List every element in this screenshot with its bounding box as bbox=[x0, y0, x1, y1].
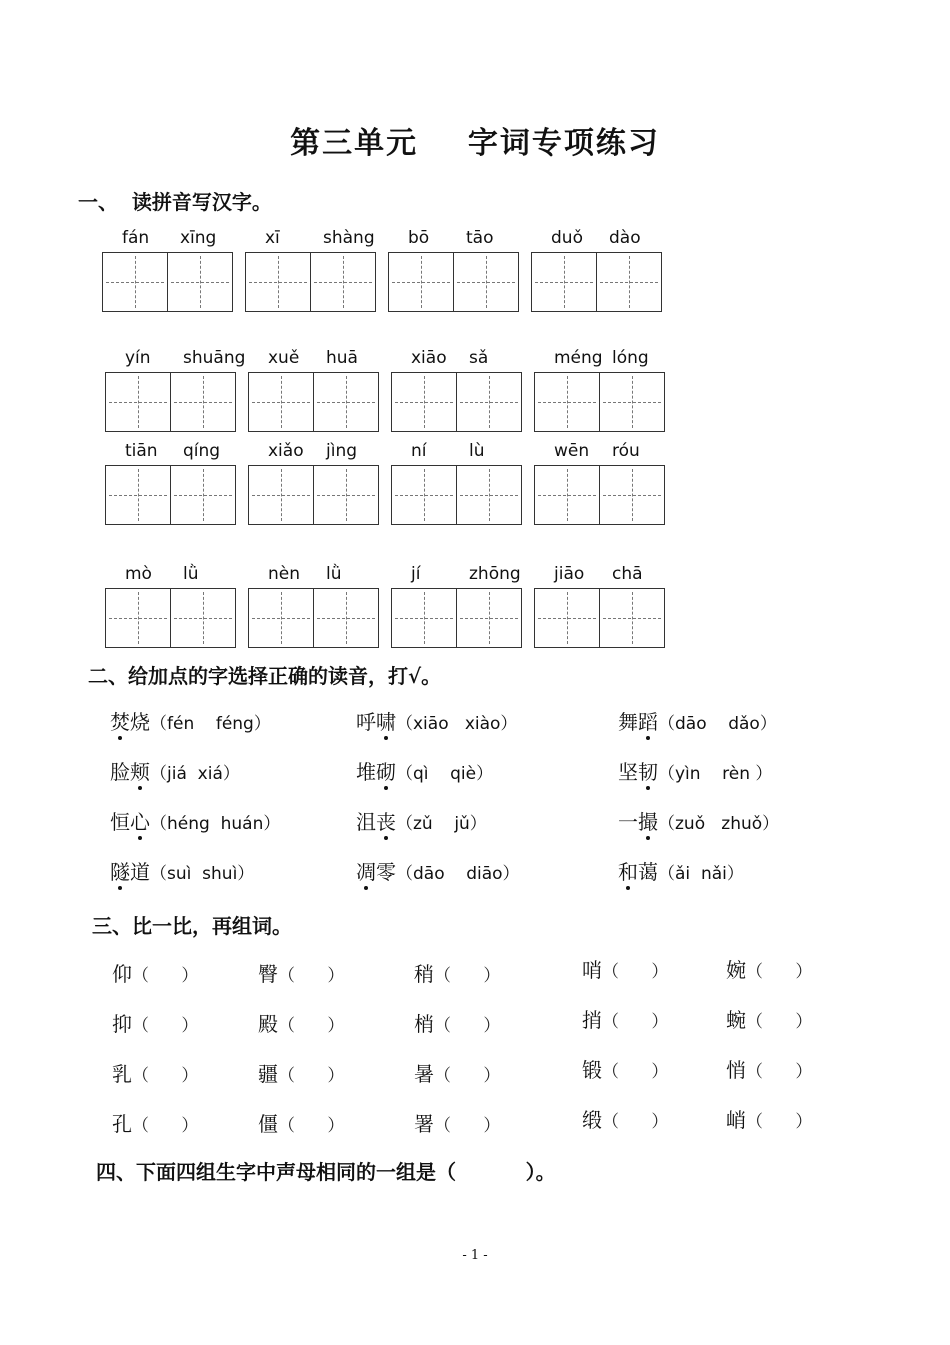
pronunciation-item[interactable] bbox=[356, 756, 493, 785]
word-char: 烧 bbox=[130, 710, 150, 734]
word-char: 沮 bbox=[356, 810, 376, 834]
writing-cell[interactable] bbox=[392, 589, 456, 647]
pinyin-label: shàng bbox=[323, 228, 375, 248]
writing-cell[interactable] bbox=[532, 253, 596, 311]
compare-char: 暑 bbox=[414, 1062, 434, 1086]
word-char: 呼 bbox=[356, 710, 376, 734]
pinyin-label: róu bbox=[612, 441, 640, 461]
section-3-heading: 三、比一比，再组词。 bbox=[92, 914, 292, 938]
answer-blank[interactable]: （ ） bbox=[746, 1112, 813, 1132]
writing-grid[interactable] bbox=[534, 372, 665, 432]
writing-grid[interactable] bbox=[534, 588, 665, 648]
word-char: 颊 bbox=[130, 760, 150, 784]
pinyin-label: lù bbox=[469, 441, 485, 461]
writing-cell[interactable] bbox=[167, 253, 232, 311]
pinyin-label: xī bbox=[265, 228, 280, 248]
answer-blank[interactable]: （ ） bbox=[278, 966, 345, 986]
pinyin-label: ní bbox=[411, 441, 427, 461]
writing-grid[interactable] bbox=[105, 588, 236, 648]
compare-char: 梢 bbox=[414, 1012, 434, 1036]
pinyin-label: méng bbox=[554, 348, 603, 368]
writing-cell[interactable] bbox=[313, 466, 378, 524]
word-char: 凋 bbox=[356, 860, 376, 884]
writing-cell[interactable] bbox=[456, 589, 521, 647]
pinyin-label: duǒ bbox=[551, 228, 583, 248]
writing-grid[interactable] bbox=[105, 465, 236, 525]
writing-cell[interactable] bbox=[535, 373, 599, 431]
pinyin-label: bō bbox=[408, 228, 430, 248]
pinyin-label: xiǎo bbox=[268, 441, 304, 461]
pinyin-options[interactable]: （yìn rèn ） bbox=[658, 764, 773, 784]
pinyin-label: wēn bbox=[554, 441, 590, 461]
page-title: 第三单元 字词专项练习 bbox=[290, 126, 660, 161]
compare-char: 仰 bbox=[112, 962, 132, 986]
answer-blank[interactable]: （ ） bbox=[602, 1012, 669, 1032]
compare-char: 锻 bbox=[582, 1058, 602, 1082]
word-char: 啸 bbox=[376, 710, 396, 734]
writing-cell[interactable] bbox=[389, 253, 453, 311]
compare-item[interactable] bbox=[112, 1058, 198, 1087]
compare-item[interactable] bbox=[726, 1004, 812, 1033]
writing-cell[interactable] bbox=[392, 466, 456, 524]
pinyin-label: nèn bbox=[268, 564, 301, 584]
compare-char: 孔 bbox=[112, 1112, 132, 1136]
answer-blank[interactable]: （ ） bbox=[602, 1112, 669, 1132]
pinyin-label: jìng bbox=[326, 441, 358, 461]
pronunciation-item[interactable] bbox=[618, 706, 777, 735]
writing-grid[interactable] bbox=[245, 252, 376, 312]
pronunciation-item[interactable] bbox=[110, 756, 240, 785]
answer-blank[interactable]: （ ） bbox=[602, 962, 669, 982]
pinyin-options[interactable]: （héng huán） bbox=[150, 814, 281, 834]
writing-grid[interactable] bbox=[388, 252, 519, 312]
word-char: 恒 bbox=[110, 810, 130, 834]
compare-item[interactable] bbox=[582, 1054, 668, 1083]
word-char: 焚 bbox=[110, 710, 130, 734]
writing-grid[interactable] bbox=[248, 372, 379, 432]
pronunciation-item[interactable] bbox=[618, 806, 779, 835]
word-char: 韧 bbox=[638, 760, 658, 784]
answer-blank[interactable]: （ ） bbox=[434, 966, 501, 986]
compare-item[interactable] bbox=[582, 1004, 668, 1033]
compare-char: 缎 bbox=[582, 1108, 602, 1132]
compare-item[interactable] bbox=[258, 958, 344, 987]
pinyin-label: qíng bbox=[183, 441, 221, 461]
answer-blank[interactable]: （ ） bbox=[132, 1116, 199, 1136]
answer-blank[interactable]: （ ） bbox=[434, 1116, 501, 1136]
word-char: 零 bbox=[376, 860, 396, 884]
pinyin-options[interactable]: （xiāo xiào） bbox=[396, 714, 518, 734]
compare-item[interactable] bbox=[414, 958, 500, 987]
word-char: 丧 bbox=[376, 810, 396, 834]
writing-cell[interactable] bbox=[249, 589, 313, 647]
answer-blank[interactable]: （ ） bbox=[434, 1066, 501, 1086]
pinyin-label: xiāo bbox=[411, 348, 447, 368]
page-number: - 1 - bbox=[462, 1248, 488, 1263]
answer-blank[interactable]: （ ） bbox=[132, 1066, 199, 1086]
pinyin-options[interactable]: （qì qiè） bbox=[396, 764, 494, 784]
compare-item[interactable] bbox=[414, 1008, 500, 1037]
writing-cell[interactable] bbox=[535, 466, 599, 524]
word-char: 和 bbox=[618, 860, 638, 884]
writing-cell[interactable] bbox=[596, 253, 661, 311]
word-char: 道 bbox=[130, 860, 150, 884]
compare-item[interactable] bbox=[258, 1058, 344, 1087]
writing-cell[interactable] bbox=[246, 253, 310, 311]
writing-grid[interactable] bbox=[391, 372, 522, 432]
answer-blank[interactable]: （ ） bbox=[746, 962, 813, 982]
writing-cell[interactable] bbox=[106, 373, 170, 431]
word-char: 隧 bbox=[110, 860, 130, 884]
writing-grid[interactable] bbox=[391, 588, 522, 648]
writing-cell[interactable] bbox=[249, 373, 313, 431]
pinyin-options[interactable]: （ǎi nǎi） bbox=[658, 864, 744, 884]
compare-char: 蜿 bbox=[726, 1008, 746, 1032]
word-char: 心 bbox=[130, 810, 150, 834]
answer-blank[interactable]: （ ） bbox=[746, 1062, 813, 1082]
pinyin-label: shuāng bbox=[183, 348, 246, 368]
pinyin-label: huā bbox=[326, 348, 358, 368]
pinyin-label: sǎ bbox=[469, 348, 489, 368]
pinyin-options[interactable]: （suì shuì） bbox=[150, 864, 255, 884]
pronunciation-item[interactable] bbox=[110, 856, 254, 885]
writing-grid[interactable] bbox=[248, 465, 379, 525]
compare-char: 峭 bbox=[726, 1108, 746, 1132]
word-char: 蹈 bbox=[638, 710, 658, 734]
pinyin-label: chā bbox=[612, 564, 643, 584]
compare-char: 疆 bbox=[258, 1062, 278, 1086]
pinyin-label: mò bbox=[125, 564, 152, 584]
compare-item[interactable] bbox=[414, 1108, 500, 1137]
answer-blank[interactable]: （ ） bbox=[132, 1016, 199, 1036]
writing-cell[interactable] bbox=[249, 466, 313, 524]
writing-cell[interactable] bbox=[106, 466, 170, 524]
compare-item[interactable] bbox=[414, 1058, 500, 1087]
pinyin-options[interactable]: （dāo diāo） bbox=[396, 864, 520, 884]
compare-char: 抑 bbox=[112, 1012, 132, 1036]
writing-cell[interactable] bbox=[170, 466, 235, 524]
compare-item[interactable] bbox=[112, 958, 198, 987]
pinyin-label: tiān bbox=[125, 441, 158, 461]
pronunciation-item[interactable] bbox=[356, 706, 517, 735]
word-char: 蔼 bbox=[638, 860, 658, 884]
writing-cell[interactable] bbox=[453, 253, 518, 311]
compare-item[interactable] bbox=[582, 1104, 668, 1133]
pinyin-label: xuě bbox=[268, 348, 300, 368]
pinyin-label: xīng bbox=[180, 228, 217, 248]
pronunciation-item[interactable] bbox=[618, 856, 744, 885]
writing-cell[interactable] bbox=[535, 589, 599, 647]
pinyin-options[interactable]: （jiá xiá） bbox=[150, 764, 240, 784]
answer-blank[interactable]: （ ） bbox=[746, 1012, 813, 1032]
compare-char: 捎 bbox=[582, 1008, 602, 1032]
answer-blank[interactable]: （ ） bbox=[602, 1062, 669, 1082]
word-char: 砌 bbox=[376, 760, 396, 784]
compare-item[interactable] bbox=[258, 1108, 344, 1137]
pronunciation-item[interactable] bbox=[356, 806, 487, 835]
writing-cell[interactable] bbox=[310, 253, 375, 311]
writing-cell[interactable] bbox=[313, 373, 378, 431]
answer-blank[interactable]: （ ） bbox=[278, 1116, 345, 1136]
writing-cell[interactable] bbox=[106, 589, 170, 647]
pronunciation-item[interactable] bbox=[110, 806, 280, 835]
answer-blank[interactable]: （ ） bbox=[434, 1016, 501, 1036]
pinyin-label: jiāo bbox=[554, 564, 585, 584]
writing-cell[interactable] bbox=[392, 373, 456, 431]
writing-grid[interactable] bbox=[391, 465, 522, 525]
writing-cell[interactable] bbox=[599, 373, 664, 431]
pronunciation-item[interactable] bbox=[356, 856, 520, 885]
compare-char: 悄 bbox=[726, 1058, 746, 1082]
pinyin-options[interactable]: （fén féng） bbox=[150, 714, 271, 734]
word-char: 脸 bbox=[110, 760, 130, 784]
pinyin-label: zhōng bbox=[469, 564, 521, 584]
compare-item[interactable] bbox=[112, 1008, 198, 1037]
compare-char: 婉 bbox=[726, 958, 746, 982]
compare-item[interactable] bbox=[726, 1104, 812, 1133]
pinyin-options[interactable]: （zuǒ zhuǒ） bbox=[658, 814, 780, 834]
compare-char: 殿 bbox=[258, 1012, 278, 1036]
pinyin-label: tāo bbox=[466, 228, 494, 248]
writing-cell[interactable] bbox=[313, 589, 378, 647]
writing-cell[interactable] bbox=[599, 466, 664, 524]
word-char: 坚 bbox=[618, 760, 638, 784]
word-char: 舞 bbox=[618, 710, 638, 734]
pinyin-options[interactable]: （dāo dǎo） bbox=[658, 714, 777, 734]
writing-cell[interactable] bbox=[599, 589, 664, 647]
section-1-heading: 一、 读拼音写汉字。 bbox=[78, 190, 272, 214]
writing-grid[interactable] bbox=[531, 252, 662, 312]
pinyin-label: yín bbox=[125, 348, 151, 368]
writing-cell[interactable] bbox=[456, 373, 521, 431]
writing-grid[interactable] bbox=[248, 588, 379, 648]
compare-item[interactable] bbox=[582, 954, 668, 983]
writing-grid[interactable] bbox=[105, 372, 236, 432]
writing-grid[interactable] bbox=[102, 252, 233, 312]
compare-item[interactable] bbox=[258, 1008, 344, 1037]
pinyin-label: fán bbox=[122, 228, 150, 248]
compare-char: 稍 bbox=[414, 962, 434, 986]
compare-char: 僵 bbox=[258, 1112, 278, 1136]
answer-blank[interactable]: （ ） bbox=[278, 1016, 345, 1036]
writing-cell[interactable] bbox=[456, 466, 521, 524]
compare-item[interactable] bbox=[726, 954, 812, 983]
answer-blank[interactable]: （ ） bbox=[132, 966, 199, 986]
section-4-heading: 四、下面四组生字中声母相同的一组是（ ）。 bbox=[96, 1160, 556, 1184]
pronunciation-item[interactable] bbox=[110, 706, 271, 735]
compare-char: 臀 bbox=[258, 962, 278, 986]
word-char: 一 bbox=[618, 810, 638, 834]
writing-cell[interactable] bbox=[170, 373, 235, 431]
writing-cell[interactable] bbox=[170, 589, 235, 647]
compare-item[interactable] bbox=[726, 1054, 812, 1083]
answer-blank[interactable]: （ ） bbox=[278, 1066, 345, 1086]
pinyin-options[interactable]: （zǔ jǔ） bbox=[396, 814, 487, 834]
writing-cell[interactable] bbox=[103, 253, 167, 311]
pinyin-label: dào bbox=[609, 228, 641, 248]
compare-char: 乳 bbox=[112, 1062, 132, 1086]
pinyin-label: lóng bbox=[612, 348, 649, 368]
pronunciation-item[interactable] bbox=[618, 756, 772, 785]
pinyin-label: lǜ bbox=[326, 564, 342, 584]
pinyin-label: lǜ bbox=[183, 564, 199, 584]
section-2-heading: 二、给加点的字选择正确的读音，打√。 bbox=[88, 664, 442, 688]
writing-grid[interactable] bbox=[534, 465, 665, 525]
word-char: 堆 bbox=[356, 760, 376, 784]
compare-char: 哨 bbox=[582, 958, 602, 982]
pinyin-label: jí bbox=[411, 564, 421, 584]
compare-char: 署 bbox=[414, 1112, 434, 1136]
compare-item[interactable] bbox=[112, 1108, 198, 1137]
word-char: 撮 bbox=[638, 810, 658, 834]
